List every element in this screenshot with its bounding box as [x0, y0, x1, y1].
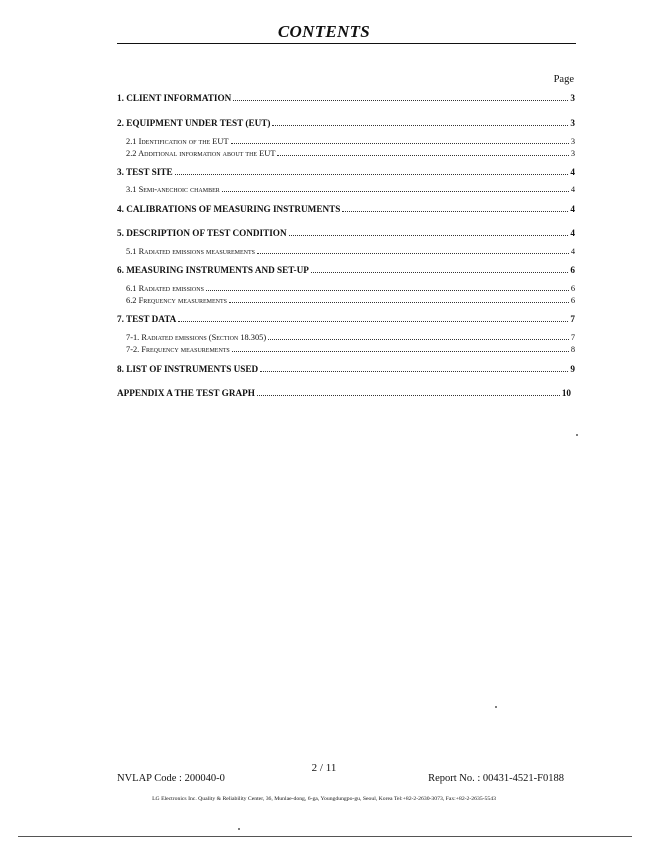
- toc-entry-identification-of-eut[interactable]: [117, 137, 575, 146]
- toc-entry-calibrations[interactable]: [117, 204, 575, 214]
- toc-entry-label: 6.1 Radiated emissions: [126, 284, 204, 293]
- scan-speck: [576, 434, 578, 436]
- toc-entry-label: APPENDIX A THE TEST GRAPH: [117, 388, 255, 398]
- toc-entry-label: 8. LIST OF INSTRUMENTS USED: [117, 364, 259, 374]
- toc-entry-page: 3: [570, 118, 575, 128]
- toc-entry-label: 4. CALIBRATIONS OF MEASURING INSTRUMENTS: [117, 204, 341, 214]
- toc-entry-page: 4: [570, 167, 575, 177]
- dot-leader: [231, 143, 569, 144]
- toc-entry-equipment-under-test[interactable]: [117, 118, 575, 128]
- toc-entry-page: 6: [570, 296, 575, 305]
- dot-leader: [289, 235, 569, 236]
- toc-entry-label: 7. TEST DATA: [117, 314, 177, 324]
- dot-leader: [178, 321, 568, 322]
- toc-entry-semi-anechoic-chamber[interactable]: [117, 185, 575, 194]
- toc-entry-description-of-test-condition[interactable]: [117, 228, 575, 238]
- toc-entry-appendix-a[interactable]: [117, 388, 571, 398]
- toc-entry-radiated-emissions-measurements[interactable]: [117, 247, 575, 256]
- toc-entry-page: 6: [570, 284, 575, 293]
- title-rule: [117, 43, 576, 44]
- dot-leader: [272, 125, 568, 126]
- dot-leader: [222, 191, 569, 192]
- dot-leader: [233, 100, 568, 101]
- toc-entry-label: 5.1 Radiated emissions measurements: [126, 247, 256, 256]
- toc-entry-page: 6: [570, 265, 575, 275]
- bottom-rule: [18, 836, 632, 837]
- toc-entry-label: 3. TEST SITE: [117, 167, 173, 177]
- dot-leader: [175, 174, 569, 175]
- toc-entry-frequency-measurements-data[interactable]: [117, 345, 575, 354]
- toc-entry-client-information[interactable]: [117, 93, 575, 103]
- scan-speck: [495, 706, 497, 708]
- toc-entry-label: 6.2 Frequency measurements: [126, 296, 227, 305]
- nvlap-code: NVLAP Code : 200040-0: [117, 773, 225, 784]
- toc-entry-label: 2.1 Identification of the EUT: [126, 137, 229, 146]
- toc-entry-label: 7-2. Frequency measurements: [126, 345, 230, 354]
- toc-entry-label: 3.1 Semi-anechoic chamber: [126, 185, 220, 194]
- dot-leader: [257, 395, 560, 396]
- toc-entry-additional-information[interactable]: [117, 149, 575, 158]
- toc-entry-frequency-measurements[interactable]: [117, 296, 575, 305]
- toc-entry-page: 4: [570, 247, 575, 256]
- page-column-label: Page: [553, 74, 574, 85]
- company-address: LG Electronics Inc. Quality & Reliability Center, 36, Munlae-dong, 6-ga, Youngdungpo-gu, Seoul, Korea Tel:+82-2-2630-3073, Fax:+82-2-2635-5543: [152, 796, 496, 802]
- toc-entry-page: 4: [570, 204, 575, 214]
- scan-speck: [238, 828, 240, 830]
- report-number: Report No. : 00431-4521-F0188: [428, 773, 564, 784]
- page-title: CONTENTS: [277, 22, 371, 41]
- dot-leader: [342, 211, 568, 212]
- toc-entry-measuring-instruments[interactable]: [117, 265, 575, 275]
- dot-leader: [229, 302, 569, 303]
- toc-entry-radiated-emissions[interactable]: [117, 284, 575, 293]
- toc-entry-page: 3: [570, 93, 575, 103]
- toc-entry-page: 7: [570, 333, 575, 342]
- toc-entry-page: 4: [570, 185, 575, 194]
- dot-leader: [268, 339, 569, 340]
- toc-entry-label: 5. DESCRIPTION OF TEST CONDITION: [117, 228, 287, 238]
- toc-entry-label: 1. CLIENT INFORMATION: [117, 93, 232, 103]
- dot-leader: [257, 253, 569, 254]
- dot-leader: [260, 371, 568, 372]
- toc-entry-page: 4: [570, 228, 575, 238]
- toc-entry-test-data[interactable]: [117, 314, 575, 324]
- dot-leader: [277, 155, 568, 156]
- toc-entry-page: 3: [570, 149, 575, 158]
- dot-leader: [206, 290, 569, 291]
- toc-entry-test-site[interactable]: [117, 167, 575, 177]
- dot-leader: [232, 351, 569, 352]
- toc-entry-radiated-emissions-section[interactable]: [117, 333, 575, 342]
- toc-entry-page: 9: [570, 364, 575, 374]
- toc-entry-page: 3: [570, 137, 575, 146]
- toc-entry-label: 2.2 Additional information about the EUT: [126, 149, 276, 158]
- dot-leader: [311, 272, 569, 273]
- toc-entry-page: 10: [561, 388, 571, 398]
- toc-entry-page: 8: [570, 345, 575, 354]
- toc-entry-list-of-instruments[interactable]: [117, 364, 575, 374]
- toc-entry-label: 7-1. Radiated emissions (Section 18.305): [126, 333, 267, 342]
- toc-entry-label: 2. EQUIPMENT UNDER TEST (EUT): [117, 118, 271, 128]
- toc-entry-label: 6. MEASURING INSTRUMENTS AND SET-UP: [117, 265, 309, 275]
- toc-entry-page: 7: [570, 314, 575, 324]
- page-number: 2 / 11: [311, 762, 337, 774]
